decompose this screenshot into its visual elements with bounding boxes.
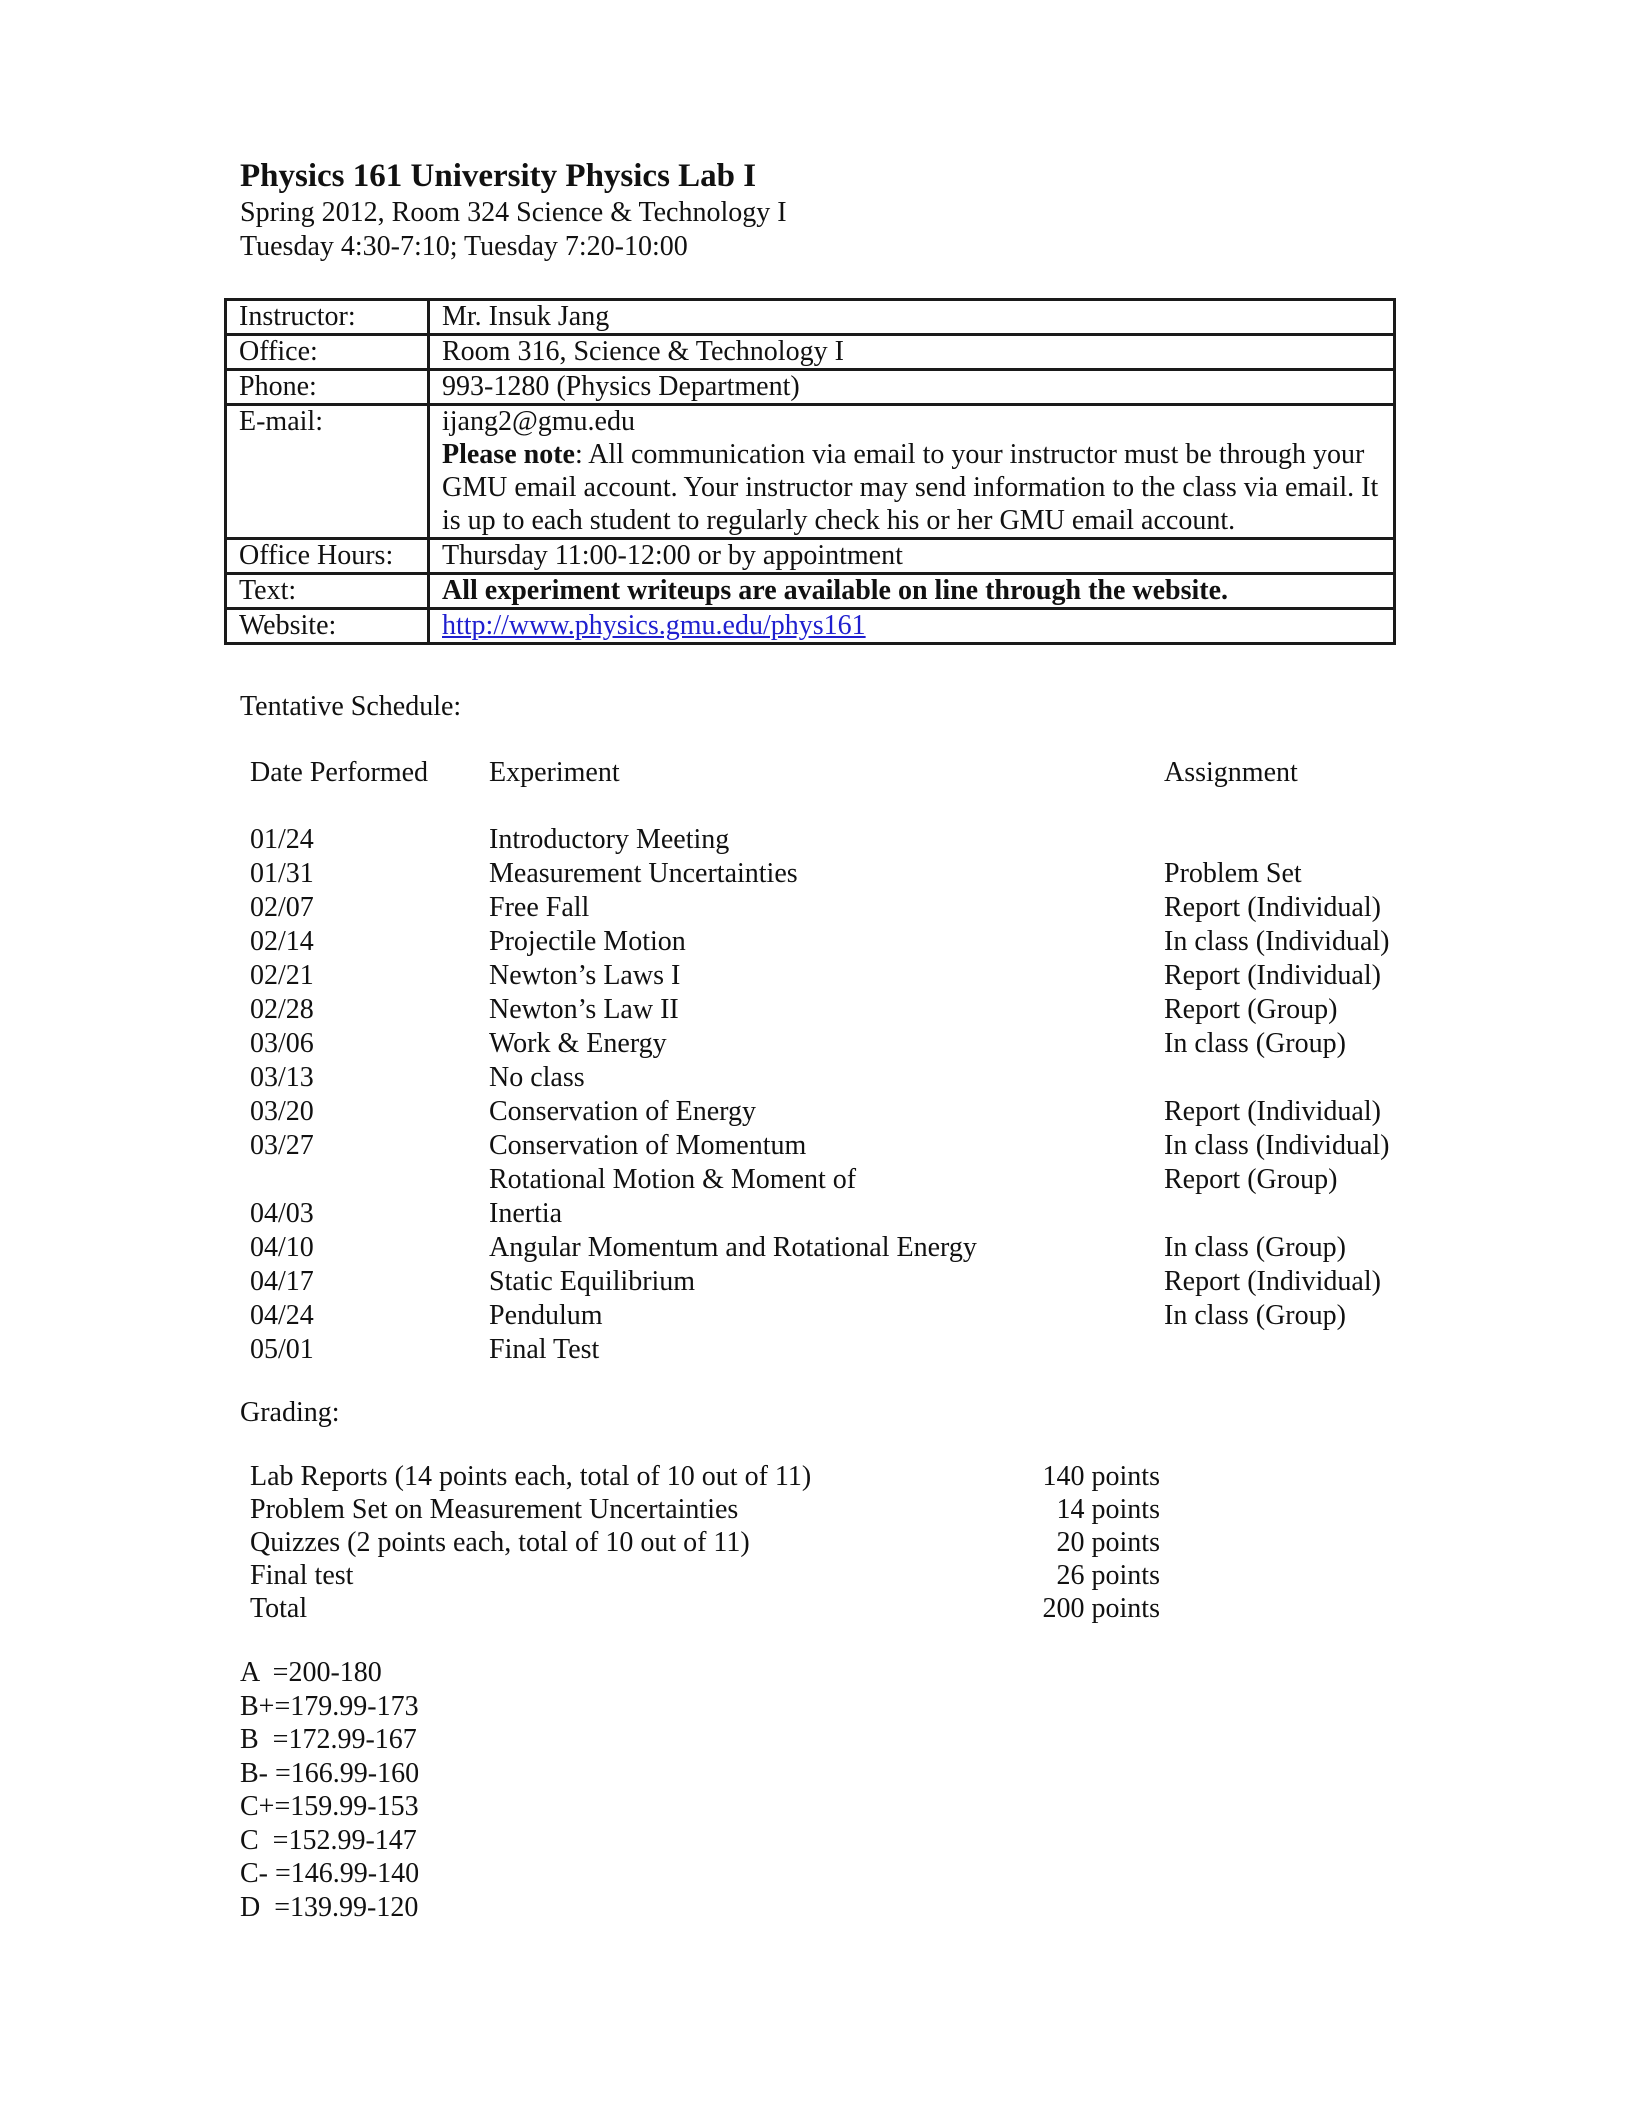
- schedule-assignment: Report (Individual): [1164, 892, 1381, 923]
- info-row-instructor: [226, 300, 1395, 335]
- grading-item: Lab Reports (14 points each, total of 10 out of 11): [250, 1461, 812, 1492]
- schedule-assignment: Report (Individual): [1164, 1096, 1381, 1127]
- schedule-row: [250, 1197, 1430, 1231]
- schedule-date: 03/06: [250, 1028, 314, 1059]
- info-row-phone: [226, 370, 1395, 405]
- schedule-date: 01/24: [250, 824, 314, 855]
- website-link[interactable]: http://www.physics.gmu.edu/phys161: [442, 610, 866, 641]
- schedule-experiment: Work & Energy: [489, 1028, 667, 1059]
- grading-row: [250, 1559, 1160, 1592]
- meeting-times-line: Tuesday 4:30-7:10; Tuesday 7:20-10:00: [240, 231, 688, 262]
- email-label: E-mail:: [226, 405, 429, 539]
- schedule-experiment: Newton’s Law II: [489, 994, 679, 1025]
- grade-scale-row: C =152.99-147: [240, 1824, 417, 1856]
- schedule-row: [250, 1061, 1430, 1095]
- grading-row: [250, 1493, 1160, 1526]
- schedule-assignment: In class (Group): [1164, 1300, 1346, 1331]
- office-label: Office:: [226, 335, 429, 370]
- schedule-date: 04/10: [250, 1232, 314, 1263]
- schedule-experiment: Conservation of Energy: [489, 1096, 756, 1127]
- schedule-date: 03/27: [250, 1130, 314, 1161]
- grading-item: Problem Set on Measurement Uncertainties: [250, 1494, 739, 1525]
- schedule-experiment: Newton’s Laws I: [489, 960, 681, 991]
- schedule-date: 01/31: [250, 858, 314, 889]
- course-info-table: [224, 298, 1396, 645]
- schedule-row: [250, 1129, 1430, 1163]
- schedule-row: [250, 1231, 1430, 1265]
- schedule-experiment: Final Test: [489, 1334, 600, 1365]
- schedule-assignment: Report (Group): [1164, 994, 1338, 1025]
- website-cell: [429, 609, 1395, 644]
- schedule-date: 05/01: [250, 1334, 314, 1365]
- schedule-assignment: In class (Group): [1164, 1028, 1346, 1059]
- schedule-date: 04/17: [250, 1266, 314, 1297]
- schedule-row: [250, 1333, 1430, 1367]
- schedule-date: 02/28: [250, 994, 314, 1025]
- schedule-row: [250, 857, 1430, 891]
- website-label: Website:: [226, 609, 429, 644]
- schedule-experiment: Conservation of Momentum: [489, 1130, 807, 1161]
- schedule-experiment: Projectile Motion: [489, 926, 686, 957]
- schedule-assignment: Report (Individual): [1164, 960, 1381, 991]
- phone-label: Phone:: [226, 370, 429, 405]
- grading-row: [250, 1460, 1160, 1493]
- header-assignment: Assignment: [1164, 757, 1298, 788]
- schedule-assignment: Problem Set: [1164, 858, 1302, 889]
- header-experiment: Experiment: [489, 757, 620, 788]
- schedule-row: [250, 959, 1430, 993]
- schedule-assignment: Report (Group): [1164, 1164, 1338, 1195]
- schedule-rows: [250, 823, 1430, 1367]
- instructor-label: Instructor:: [226, 300, 429, 335]
- schedule-date: 03/20: [250, 1096, 314, 1127]
- text-value: All experiment writeups are available on line through the website.: [429, 574, 1395, 609]
- office-hours-value: Thursday 11:00-12:00 or by appointment: [429, 539, 1395, 574]
- instructor-value: Mr. Insuk Jang: [429, 300, 1395, 335]
- schedule-row: [250, 823, 1430, 857]
- email-note: [442, 438, 1381, 537]
- course-title: Physics 161 University Physics Lab I: [240, 158, 757, 194]
- grading-heading: Grading:: [240, 1397, 340, 1428]
- info-row-office-hours: [226, 539, 1395, 574]
- schedule-experiment: Introductory Meeting: [489, 824, 730, 855]
- schedule-experiment: Measurement Uncertainties: [489, 858, 798, 889]
- schedule-date: 04/03: [250, 1198, 314, 1229]
- info-row-text: [226, 574, 1395, 609]
- schedule-assignment: In class (Group): [1164, 1232, 1346, 1263]
- grading-item: Total: [250, 1593, 308, 1624]
- schedule-experiment: Angular Momentum and Rotational Energy: [489, 1232, 977, 1263]
- schedule-experiment: No class: [489, 1062, 585, 1093]
- grade-scale: [240, 1656, 419, 1924]
- schedule-experiment: Pendulum: [489, 1300, 603, 1331]
- grading-points: 200 points: [1042, 1593, 1160, 1624]
- email-note-text: : All communication via email to your instructor must be through your GMU email account. Your instructor may send information to the class via email. It is up to each student to regularly check his or her GMU email account.: [442, 439, 1379, 536]
- grade-scale-row: D =139.99-120: [240, 1891, 419, 1923]
- grade-scale-row: A =200-180: [240, 1657, 382, 1688]
- schedule-row: [250, 1265, 1430, 1299]
- grade-scale-row: C- =146.99-140: [240, 1858, 420, 1889]
- schedule-date: 02/07: [250, 892, 314, 923]
- text-label: Text:: [226, 574, 429, 609]
- schedule-date: 03/13: [250, 1062, 314, 1093]
- schedule-assignment: In class (Individual): [1164, 926, 1390, 957]
- grading-row: [250, 1592, 1160, 1625]
- info-row-office: [226, 335, 1395, 370]
- grading-row: [250, 1526, 1160, 1559]
- schedule-row: [250, 1163, 1430, 1197]
- office-value: Room 316, Science & Technology I: [429, 335, 1395, 370]
- schedule-table: [250, 756, 1430, 1367]
- email-cell: [429, 405, 1395, 539]
- email-value: ijang2@gmu.edu: [442, 406, 635, 437]
- schedule-row: [250, 1027, 1430, 1061]
- schedule-row: [250, 925, 1430, 959]
- schedule-row: [250, 891, 1430, 925]
- grading-item: Final test: [250, 1560, 354, 1591]
- info-row-website: [226, 609, 1395, 644]
- schedule-assignment: Report (Individual): [1164, 1266, 1381, 1297]
- schedule-experiment: Rotational Motion & Moment of: [489, 1164, 857, 1195]
- schedule-row: [250, 993, 1430, 1027]
- schedule-row: [250, 1095, 1430, 1129]
- grading-item: Quizzes (2 points each, total of 10 out of 11): [250, 1527, 750, 1558]
- schedule-date: 02/14: [250, 926, 314, 957]
- email-note-prefix: Please note: [442, 439, 575, 470]
- office-hours-label: Office Hours:: [226, 539, 429, 574]
- grade-scale-row: B+=179.99-173: [240, 1690, 419, 1722]
- term-room-line: Spring 2012, Room 324 Science & Technology I: [240, 197, 787, 228]
- header-date: Date Performed: [250, 757, 429, 788]
- grading-points: 140 points: [1042, 1461, 1160, 1492]
- grade-scale-row: C+=159.99-153: [240, 1791, 419, 1822]
- grading-points: 14 points: [1056, 1494, 1160, 1525]
- schedule-experiment: Free Fall: [489, 892, 590, 923]
- schedule-row: [250, 1299, 1430, 1333]
- grading-points: 26 points: [1056, 1560, 1160, 1591]
- schedule-date: 04/24: [250, 1300, 314, 1331]
- grading-points: 20 points: [1056, 1527, 1160, 1558]
- grading-list: [250, 1460, 1160, 1625]
- grade-scale-row: B =172.99-167: [240, 1724, 417, 1755]
- grade-scale-row: B- =166.99-160: [240, 1757, 420, 1789]
- schedule-heading: Tentative Schedule:: [240, 691, 462, 722]
- info-row-email: [226, 405, 1395, 539]
- schedule-assignment: In class (Individual): [1164, 1130, 1390, 1161]
- schedule-header-row: [250, 756, 1430, 790]
- phone-value: 993-1280 (Physics Department): [429, 370, 1395, 405]
- schedule-experiment: Static Equilibrium: [489, 1266, 696, 1297]
- schedule-date: 02/21: [250, 960, 314, 991]
- schedule-experiment: Inertia: [489, 1198, 563, 1229]
